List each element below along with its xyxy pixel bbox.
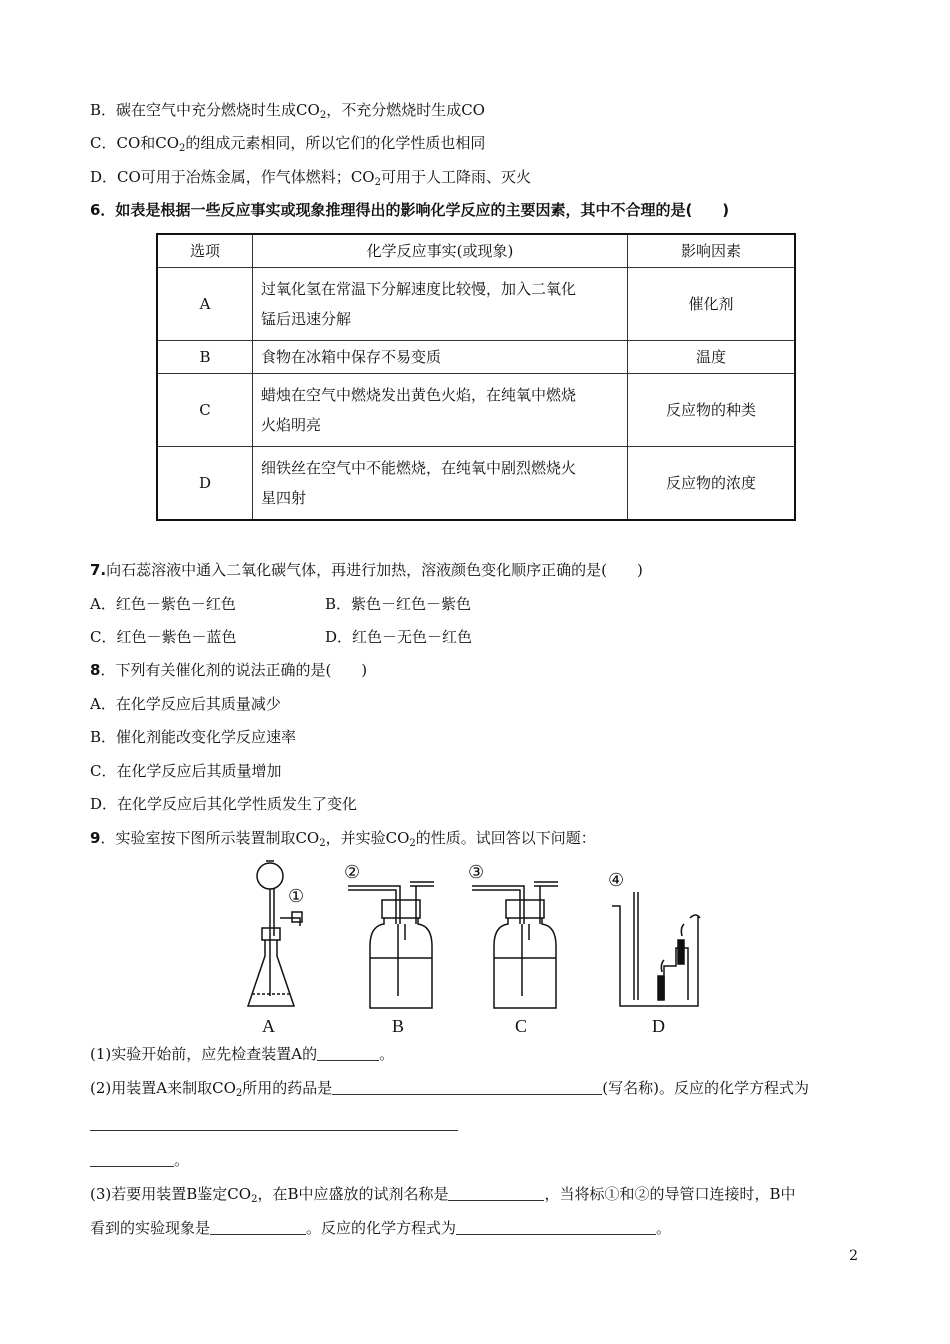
q7-option-c: C．红色－紫色－蓝色 [90,628,237,646]
q9-part-text: (写名称)。反应的化学方程式为 [602,1079,809,1097]
q9-part-text: 看到的实验现象是 [90,1219,211,1237]
q9-stem [90,828,596,854]
q5-option-c [90,133,485,159]
subscript: 2 [374,177,381,188]
answer-blank[interactable] [448,1186,544,1201]
page-number: 2 [849,1248,858,1264]
q5-option-d-text: D．CO可用于冶炼金属，作气体燃料； [90,168,351,186]
q5-option-b-text: B．碳在空气中充分燃烧时生成 [90,101,297,119]
apparatus-c [468,862,558,1008]
row-option: C [157,374,253,447]
q9-text: ，并实验 [325,829,386,847]
q5-option-b-text2: ，不充分燃烧时生成CO [326,101,485,119]
q9-part-text: 。 [379,1045,395,1063]
q8-option-d: D．在化学反应后其化学性质发生了变化 [90,795,358,813]
row-fact [253,268,628,341]
row-factor: 温度 [628,341,796,374]
row-factor: 反应物的种类 [628,374,796,447]
q9-part-1 [90,1044,394,1064]
table-header-row [157,234,795,268]
q9-part-text: ，在B中应盛放的试剂名称是 [257,1185,449,1203]
subscript: 2 [251,1194,258,1205]
subscript: 2 [319,838,326,849]
q9-part-text: 。反应的化学方程式为 [306,1219,457,1237]
q9-part-text: ，当将标①和②的导管口连接时，B中 [544,1185,796,1203]
formula: CO [227,1185,252,1203]
q8-option-a: A．在化学反应后其质量减少 [90,695,281,713]
formula: CO [350,168,375,186]
fact-line: 火焰明亮 [261,416,322,434]
q9-text: ．实验室按下图所示装置制取 [100,829,296,847]
q5-option-d [90,167,531,193]
formula: CO [295,829,320,847]
q7-option-a: A．红色－紫色－红色 [90,595,236,613]
q9-number: 9 [90,829,101,847]
row-factor: 催化剂 [628,268,796,341]
formula: CO [296,101,320,119]
apparatus-a [248,861,304,1006]
q9-part-text: 。 [174,1151,190,1169]
fig-label: D [652,1016,665,1036]
q7-option-b: B．紫色－红色－紫色 [325,595,472,613]
q7-text: 向石蕊溶液中通入二氧化碳气体，再进行加热，溶液颜色变化顺序正确的是( ) [106,561,643,579]
answer-blank[interactable] [210,1220,306,1235]
row-fact [253,447,628,521]
fact-line: 锰后迅速分解 [261,310,352,328]
table-row [157,447,795,521]
formula: CO [385,829,410,847]
answer-blank[interactable] [456,1220,656,1235]
q6-stem: 6．如表是根据一些反应事实或现象推理得出的影响化学反应的主要因素，其中不合理的是( ) [90,201,730,219]
subscript: 2 [409,838,416,849]
fig-mark: ① [288,886,305,907]
header-option: 选项 [157,234,253,268]
row-fact [253,341,628,374]
header-factor: 影响因素 [628,234,796,268]
fig-label: C [515,1016,528,1036]
table-row [157,268,795,341]
q5-option-c-text2: 的组成元素相同，所以它们的化学性质也相同 [185,134,486,152]
fig-mark: ② [344,862,361,883]
row-option: A [157,268,253,341]
fact-line: 星四射 [261,489,307,507]
q5-option-b [90,100,485,126]
q7-option-d: D．红色－无色－红色 [325,628,473,646]
q8-option-c: C．在化学反应后其质量增加 [90,762,282,780]
q8-option-b: B．催化剂能改变化学反应速率 [90,728,297,746]
subscript: 2 [179,143,186,154]
answer-blank[interactable] [332,1080,602,1095]
q6-table [156,233,796,521]
apparatus-b [344,862,434,1008]
formula: CO [212,1079,236,1097]
q9-part-2 [90,1078,809,1104]
fig-label: B [392,1016,405,1036]
table-row [157,341,795,374]
q9-part-text: (1)实验开始前，应先检查装置A的 [90,1045,318,1063]
table-row [157,374,795,447]
q8-stem [90,660,367,680]
q9-part-text: (2)用装置A来制取 [90,1079,213,1097]
q5-option-c-text: C．CO和 [90,134,156,152]
apparatus-figure [240,856,720,1036]
q9-text: 的性质。试回答以下问题： [415,829,596,847]
subscript: 2 [235,1088,243,1099]
q9-part-text: (3)若要用装置B鉴定 [90,1185,228,1203]
row-option: D [157,447,253,521]
q5-option-d-text2: 可用于人工降雨、灭火 [380,168,531,186]
row-fact [253,374,628,447]
answer-blank[interactable] [317,1046,379,1061]
q9-part-2-end [90,1150,189,1170]
subscript: 2 [319,110,327,121]
fact-line: 过氧化氢在常温下分解速度比较慢，加入二氧化 [261,280,577,298]
q9-part-2-cont [90,1114,458,1134]
q7-number: 7. [90,561,107,579]
fig-mark: ④ [608,870,625,891]
apparatus-d [608,870,700,1006]
fact-line: 细铁丝在空气中不能燃烧，在纯氧中剧烈燃烧火 [261,459,577,477]
formula: CO [155,134,180,152]
fig-label: A [262,1016,275,1036]
answer-blank[interactable] [90,1152,174,1167]
q9-part-3-cont [90,1218,671,1238]
q8-text: ．下列有关催化剂的说法正确的是( ) [100,661,368,679]
q7-stem [90,560,643,580]
header-fact: 化学反应事实(或现象) [253,234,628,268]
fact-line: 蜡烛在空气中燃烧发出黄色火焰，在纯氧中燃烧 [261,386,577,404]
q9-part-3 [90,1184,796,1210]
fig-mark: ③ [468,862,485,883]
row-option: B [157,341,253,374]
row-factor: 反应物的浓度 [628,447,796,521]
q9-part-text: 。 [656,1219,672,1237]
q9-part-text: 所用的药品是 [242,1079,333,1097]
q8-number: 8 [90,661,101,679]
answer-blank[interactable] [90,1116,458,1131]
fact-line: 食物在冰箱中保存不易变质 [261,348,442,366]
